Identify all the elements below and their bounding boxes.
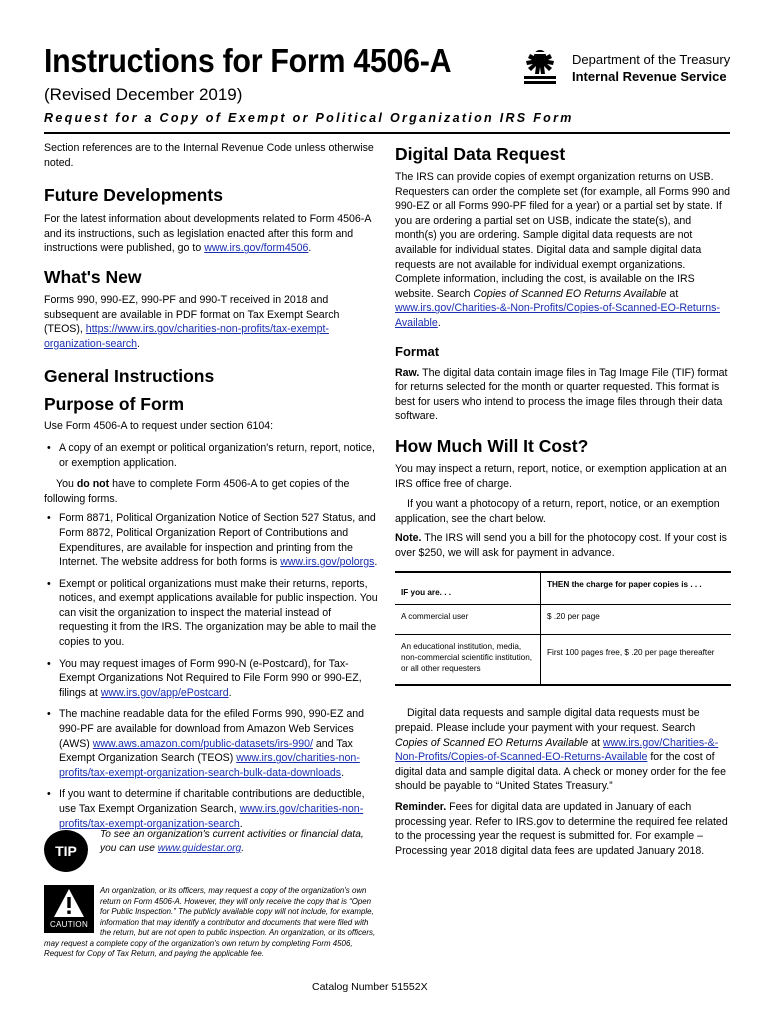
teos-link[interactable]: https://www.irs.gov/charities-non-profits/tax-exempt-organization-search [44, 323, 329, 350]
revision-date: (Revised December 2019) [44, 85, 243, 104]
table-row [395, 635, 731, 686]
whats-new-text: Forms 990, 990-EZ, 990-PF and 990-T received in 2018 and subsequent are available in PDF format on Tax Exempt Search (TEOS), https://www.irs.gov/charities-non-profits/tax-exempt-organization-search. [44, 293, 340, 350]
caution-box [44, 885, 378, 975]
bullet-form-8871: • Form 8871, Political Organization Notice of Section 527 Status, and Form 8872, Political Organization Report of Contributions and Expenditures, are available for inspection and printing from the Internet. The website address for both forms is www.irs.gov/polorgs. [44, 511, 378, 569]
cost-table [395, 571, 731, 686]
agency-line-2: Internal Revenue Service [572, 69, 727, 84]
scanned-returns-cost-link[interactable]: www.irs.gov/Charities-&- Non-Profits/Copies-of-Scanned-EO-Returns-Available [395, 736, 719, 764]
table-cell-commercial: A commercial user [395, 605, 541, 635]
form-subtitle: Request for a Copy of Exempt or Political Organization IRS Form [44, 111, 574, 125]
right-column [395, 141, 731, 858]
cost-inspect-text: You may inspect a return, report, notice, or exemption application at an IRS office free of charge. [395, 462, 727, 490]
catalog-number: Catalog Number 51552X [312, 981, 428, 993]
table-row [395, 605, 731, 635]
agency-name [572, 51, 730, 85]
bullet-deductible: • If you want to determine if charitable contributions are deductible, use Tax Exempt Organization Search, www.irs.gov/charities-non-profits/tax-exempt-organization-search. [44, 787, 378, 831]
bullet-copy-request: • A copy of an exempt or political organization's return, report, notice, or exemption application. [44, 441, 378, 470]
form4506-link[interactable]: www.irs.gov/form4506 [204, 242, 309, 255]
irs-logo [516, 48, 736, 88]
bullet-machine-readable: • The machine readable data for the efiled Forms 990, 990-EZ and 990-PF are available for download from Amazon Web Services (AWS) www.aws.amazon.com/public-datasets/irs-990/ and Tax Exempt Organization Search (TEOS) www.irs.gov/charities-non-profits/tax-exempt-organization-search-bulk-data-downloads. [44, 707, 378, 780]
polorgs-link[interactable]: www.irs.gov/polorgs [280, 556, 375, 569]
purpose-text: Use Form 4506-A to request under section 6104: [44, 420, 274, 433]
header-rule [44, 132, 730, 134]
irs-eagle-icon [516, 48, 564, 88]
epostcard-link[interactable]: www.irs.gov/app/ePostcard [100, 686, 229, 699]
digital-data-text: The IRS can provide copies of exempt organization returns on USB. Requesters can order the complete set (for example, all Forms 990 and 990-EZ or all Forms 990-PF filed for a year) or a partial set by state. If you are ordering a partial set on USB, indicate the state(s), and month(s) you are ordering. Sample digital data requests are not available for individual states. Digital data and sample digital data requests are not available for individual exempt organizations. Complete information, including the cost, is available on the IRS website. Search Copies of Scanned EO Returns Available at www.irs.gov/Charities-&-Non-Profits/Copies-of-Scanned-EO-Returns-Available. [395, 171, 731, 329]
tip-text: To see an organization's current activities or financial data, you can use www.guidestar.org. [100, 829, 364, 854]
format-heading: Format [395, 343, 440, 359]
table-header-row [395, 572, 731, 605]
table-header-if: IF you are. . . [395, 572, 541, 605]
teos-bulk-link[interactable]: www.irs.gov/charities-non-profits/tax-exempt-organization-search-bulk-data-downloads [59, 752, 360, 779]
format-text: Raw. The digital data contain image files in Tag Image File (TIF) format for returns selected for the month or quarter requested. This format is best for users who intend to process the image files through their data software. [395, 366, 728, 423]
cost-note-text: Note. The IRS will send you a bill for the photocopy cost. If your cost is over $250, we will ask for payment in advance. [395, 532, 727, 559]
whats-new-heading: What's New [44, 266, 142, 287]
future-developments-heading: Future Developments [44, 185, 223, 206]
reminder-text: Reminder. Fees for digital data are updated in January of each processing year. Refer to IRS.gov to determine the required fee related to the processing year the request is submitted for. For example – Processing year 2018 digital data fees are updated January 2018. [395, 801, 728, 857]
table-header-then: THEN the charge for paper copies is . . . [541, 572, 732, 605]
bullet-990n: • You may request images of Form 990-N (e-Postcard), for Tax-Exempt Organizations Not Required to File Form 990 or 990-EZ, filings at www.irs.gov/app/ePostcard. [44, 657, 378, 701]
future-developments-text: For the latest information about developments related to Form 4506-A and its instructions, such as legislation enacted after this form and instructions were published, go to www.irs.gov/form4506. [44, 213, 371, 255]
table-cell-educational: An educational institution, media, non-commercial scientific institution, or all other requesters [395, 635, 541, 686]
do-not-complete-text: You do not have to complete Form 4506-A to get copies of the following forms. [44, 478, 350, 505]
caution-label: CAUTION [49, 920, 89, 929]
tip-box [44, 828, 378, 873]
digital-prepaid-text: Digital data requests and sample digital data requests must be prepaid. Please include your payment with your request. Search Copies of Scanned EO Returns Available at www.irs.gov/Charities-&- Non-Profits/Copies-of-Scanned-EO-Returns-Available for the cost of digital data and sample digital data. A check or money order for the fee should be payable to “United States Treasury.” [395, 707, 726, 793]
cost-photocopy-text: If you want a photocopy of a return, report, notice, or an exemption application, see the chart below. [395, 498, 720, 525]
purpose-heading: Purpose of Form [44, 394, 185, 415]
guidestar-link[interactable]: www.guidestar.org [157, 843, 242, 854]
left-column [44, 141, 378, 831]
table-cell-commercial-charge: $ .20 per page [541, 605, 732, 635]
tip-icon: TIP [44, 830, 88, 872]
caution-icon [44, 885, 94, 933]
scanned-returns-link[interactable]: www.irs.gov/Charities-&-Non-Profits/Copies-of-Scanned-EO-Returns-Available [395, 302, 720, 329]
caution-text: An organization, or its officers, may request a copy of the organization's own return on Form 4506-A. However, they will only receive the copy that is “Open for Public Inspection.” The publicly available copy will not include, for example, information that may identify a contributor and documents that were filed with the return, but are not open to public inspection. An organization, or its officers, may request a complete copy of the organization's own return by completing Form 4506, Request for Copy of Tax Return, and paying the applicable fee. [44, 886, 376, 958]
bullet-public-inspection: • Exempt or political organizations must make their returns, reports, notices, and exempt applications available for public inspection. You can visit the organization to inspect the material instead of requesting it from the IRS. The organization may be able to mail the copies to you. [44, 577, 378, 650]
intro-text: Section references are to the Internal Revenue Code unless otherwise noted. [44, 142, 374, 169]
teos-search-link[interactable]: www.irs.gov/charities-non-profits/tax-exempt-organization-search [59, 803, 364, 830]
digital-data-heading: Digital Data Request [395, 144, 566, 164]
page-title: Instructions for Form 4506-A [44, 42, 452, 79]
aws-link[interactable]: www.aws.amazon.com/public-datasets/irs-990/ [92, 737, 313, 750]
cost-heading: How Much Will It Cost? [395, 435, 589, 456]
agency-line-1: Department of the Treasury [572, 52, 731, 67]
table-cell-educational-charge: First 100 pages free, $ .20 per page thereafter [541, 635, 732, 686]
warning-triangle-icon [53, 888, 85, 918]
general-instructions-heading: General Instructions [44, 366, 215, 387]
